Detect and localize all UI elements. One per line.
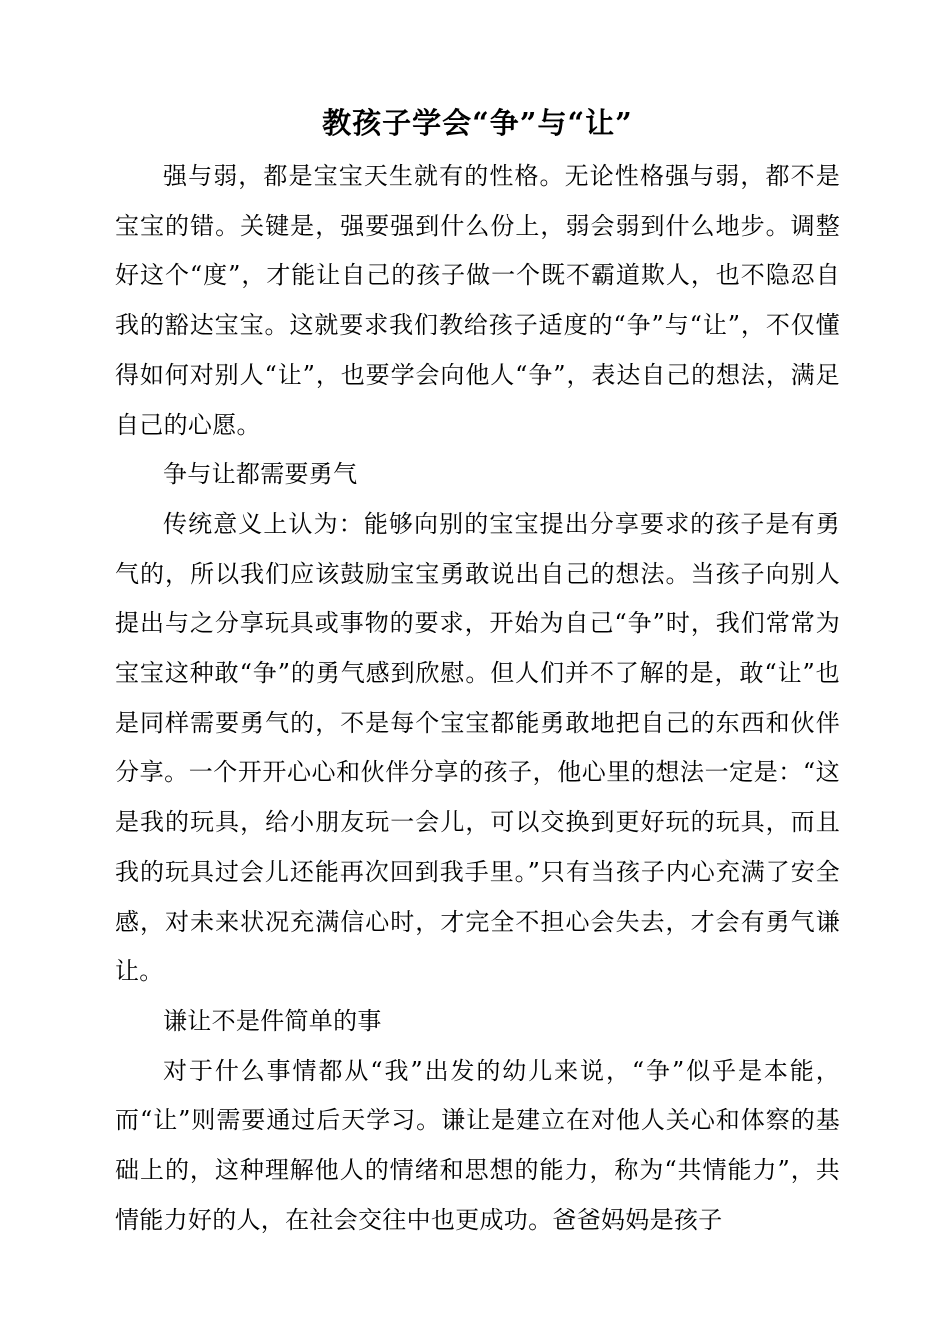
paragraph-yielding: 对于什么事情都从“我”出发的幼儿来说，“争”似乎是本能，而“让”则需要通过后天学习。谦让是建立在对他人关心和体察的基础上的，这种理解他人的情绪和思想的能力，称为“共情能力”，共情能力好的人，在社会交往中也更成功。爸爸妈妈是孩子 [115,1056,840,1234]
section-heading-courage: 争与让都需要勇气 [163,460,358,489]
paragraph-intro: 强与弱，都是宝宝天生就有的性格。无论性格强与弱，都不是宝宝的错。关键是，强要强到什么份上，弱会弱到什么地步。调整好这个“度”，才能让自己的孩子做一个既不霸道欺人，也不隐忍自我的豁达宝宝。这就要求我们教给孩子适度的“争”与“让”，不仅懂得如何对别人“让”，也要学会向他人“争”，表达自己的想法，满足自己的心愿。 [115,162,840,439]
document-title: 教孩子学会“争”与“让” [322,106,633,140]
paragraph-courage: 传统意义上认为：能够向别的宝宝提出分享要求的孩子是有勇气的，所以我们应该鼓励宝宝勇敢说出自己的想法。当孩子向别人提出与之分享玩具或事物的要求，开始为自己“争”时，我们常常为宝宝这种敢“争”的勇气感到欣慰。但人们并不了解的是，敢“让”也是同样需要勇气的，不是每个宝宝都能勇敢地把自己的东西和伙伴分享。一个开开心心和伙伴分享的孩子，他心里的想法一定是：“这是我的玩具，给小朋友玩一会儿，可以交换到更好玩的玩具，而且我的玩具过会儿还能再次回到我手里。”只有当孩子内心充满了安全感，对未来状况充满信心时，才完全不担心会失去，才会有勇气谦让。 [115,509,840,986]
section-heading-yielding: 谦让不是件简单的事 [163,1006,382,1035]
document-page [115,100,840,1245]
